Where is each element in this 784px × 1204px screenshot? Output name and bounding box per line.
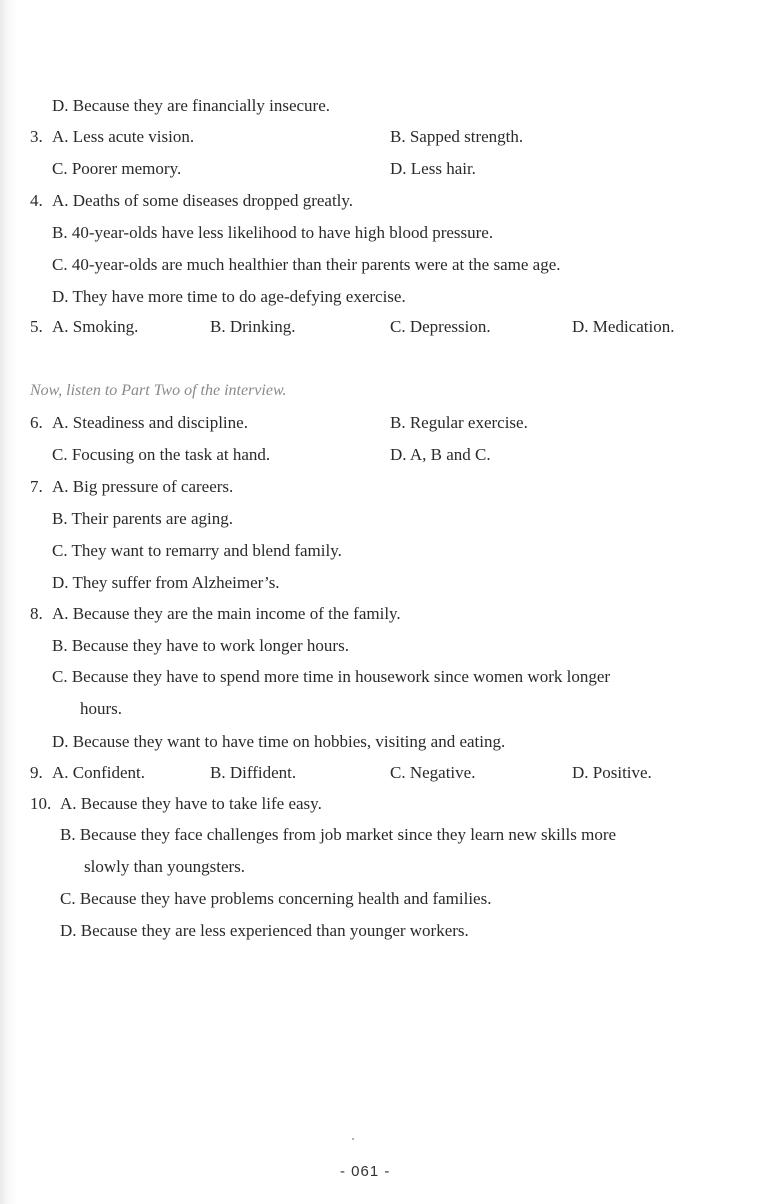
q9-option-a: A. Confident. <box>52 763 146 782</box>
q6-option-a: A. Steadiness and discipline. <box>52 413 248 432</box>
page-number: - 061 - <box>340 1163 391 1180</box>
q6-option-d: D. A, B and C. <box>390 445 491 464</box>
q10-option-b-continued: slowly than youngsters. <box>84 857 246 876</box>
q4-option-c: C. 40-year-olds are much healthier than their parents were at the same age. <box>52 255 561 274</box>
q3-number: 3. <box>30 127 43 146</box>
q4-option-b: B. 40-year-olds have less likelihood to have high blood pressure. <box>52 223 494 242</box>
q3-option-b: B. Sapped strength. <box>390 127 524 146</box>
q9-option-c: C. Negative. <box>390 763 476 782</box>
q7-option-c: C. They want to remarry and blend family. <box>52 541 342 560</box>
q8-option-c-continued: hours. <box>80 699 123 718</box>
q4-option-a: A. Deaths of some diseases dropped greatly. <box>52 191 354 210</box>
q9-option-b: B. Diffident. <box>210 763 297 782</box>
q8-option-a: A. Because they are the main income of the family. <box>52 604 401 623</box>
q7-option-a: A. Big pressure of careers. <box>52 477 234 496</box>
q9-option-d: D. Positive. <box>572 763 652 782</box>
q10-option-d: D. Because they are less experienced than younger workers. <box>60 921 469 940</box>
q5-number: 5. <box>30 317 43 336</box>
q8-option-b: B. Because they have to work longer hours. <box>52 636 349 655</box>
q5-option-b: B. Drinking. <box>210 317 296 336</box>
q10-number: 10. <box>30 794 52 813</box>
q5-option-a: A. Smoking. <box>52 317 139 336</box>
q10-option-a: A. Because they have to take life easy. <box>60 794 322 813</box>
section-instruction: Now, listen to Part Two of the interview. <box>30 382 287 399</box>
q6-option-c: C. Focusing on the task at hand. <box>52 445 271 464</box>
q7-number: 7. <box>30 477 43 496</box>
q8-option-c: C. Because they have to spend more time in housework since women work longer <box>52 667 611 686</box>
q4-option-d: D. They have more time to do age-defying exercise. <box>52 287 406 306</box>
q2-option-d: D. Because they are financially insecure. <box>52 96 331 115</box>
q3-option-d: D. Less hair. <box>390 159 476 178</box>
page-binding-shadow <box>0 0 18 1204</box>
q5-option-d: D. Medication. <box>572 317 675 336</box>
q3-option-c: C. Poorer memory. <box>52 159 182 178</box>
q8-number: 8. <box>30 604 43 623</box>
q7-option-b: B. Their parents are aging. <box>52 509 233 528</box>
q5-option-c: C. Depression. <box>390 317 491 336</box>
q3-option-a: A. Less acute vision. <box>52 127 195 146</box>
q7-option-d: D. They suffer from Alzheimer’s. <box>52 573 280 592</box>
q10-option-c: C. Because they have problems concerning health and families. <box>60 889 492 908</box>
scan-speck <box>352 1138 354 1140</box>
q9-number: 9. <box>30 763 43 782</box>
q8-option-d: D. Because they want to have time on hobbies, visiting and eating. <box>52 732 506 751</box>
q6-number: 6. <box>30 413 43 432</box>
q4-number: 4. <box>30 191 43 210</box>
q10-option-b: B. Because they face challenges from job market since they learn new skills more <box>60 825 617 844</box>
q6-option-b: B. Regular exercise. <box>390 413 528 432</box>
